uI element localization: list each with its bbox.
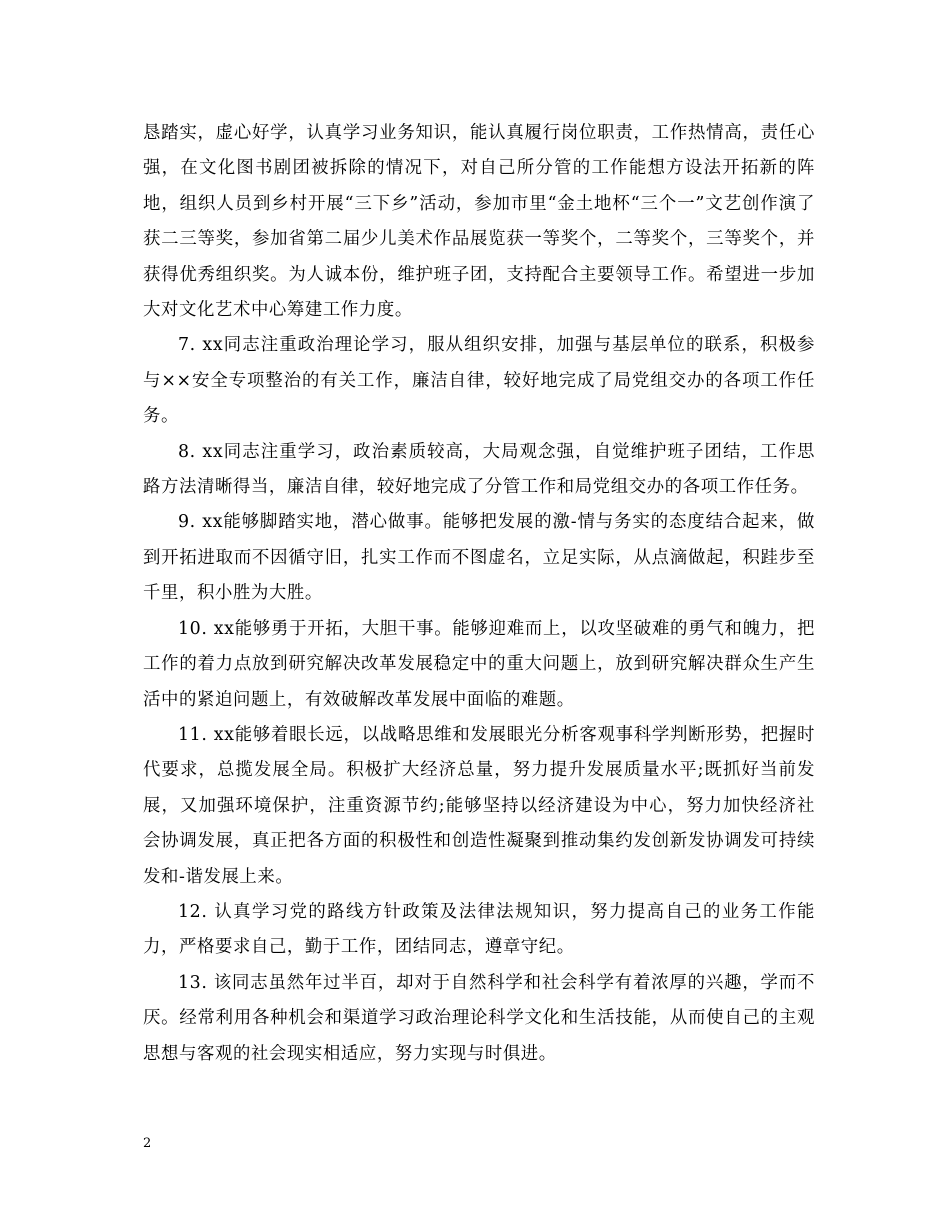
paragraph-item-9: 9. xx能够脚踏实地，潜心做事。能够把发展的激-情与务实的态度结合起来，做到开拓进取而不因循守旧，扎实工作而不图虚名，立足实际，从点滴做起，积跬步至千里，积小胜为大胜。: [143, 512, 815, 604]
paragraph-item-13: 13. 该同志虽然年过半百，却对于自然科学和社会科学有着浓厚的兴趣，学而不厌。经常利用各种机会和渠道学习政治理论科学文化和生活技能，从而使自己的主观思想与客观的社会现实相适应，努力实现与时俱进。: [143, 972, 815, 1064]
paragraph-item-8: 8. xx同志注重学习，政治素质较高，大局观念强，自觉维护班子团结，工作思路方法清晰得当，廉洁自律，较好地完成了分管工作和局党组交办的各项工作任务。: [143, 441, 815, 498]
body-text: [143, 116, 815, 1072]
paragraph-continuation: 恳踏实，虚心好学，认真学习业务知识，能认真履行岗位职责，工作热情高，责任心强，在文化图书剧团被拆除的情况下，对自己所分管的工作能想方设法开拓新的阵地，组织人员到乡村开展“三下乡”活动，参加市里“金土地杯“三个一”文艺创作演了获二三等奖，参加省第二届少儿美术作品展览获一等奖个，二等奖个，三等奖个，并获得优秀组织奖。为人诚本份，维护班子团，支持配合主要领导工作。希望进一步加大对文化艺术中心筹建工作力度。: [143, 123, 815, 321]
paragraph-item-10: 10. xx能够勇于开拓，大胆干事。能够迎难而上，以攻坚破难的勇气和魄力，把工作的着力点放到研究解决改革发展稳定中的重大问题上，放到研究解决群众生产生活中的紧迫问题上，有效破解改革发展中面临的难题。: [143, 618, 815, 710]
paragraph-item-12: 12. 认真学习党的路线方针政策及法律法规知识，努力提高自己的业务工作能力，严格要求自己，勤于工作，团结同志，遵章守纪。: [143, 901, 815, 958]
page-number: 2: [143, 1136, 152, 1151]
paragraph-item-7: 7. xx同志注重政治理论学习，服从组织安排，加强与基层单位的联系，积极参与××安全专项整治的有关工作，廉洁自律，较好地完成了局党组交办的各项工作任务。: [143, 335, 815, 427]
paragraph-item-11: 11. xx能够着眼长远，以战略思维和发展眼光分析客观事科学判断形势，把握时代要求，总揽发展全局。积极扩大经济总量，努力提升发展质量水平;既抓好当前发展，又加强环境保护，注重资源节约;能够坚持以经济建设为中心，努力加快经济社会协调发展，真正把各方面的积极性和创造性凝聚到推动集约发创新发协调发可持续发和-谐发展上来。: [143, 724, 815, 887]
